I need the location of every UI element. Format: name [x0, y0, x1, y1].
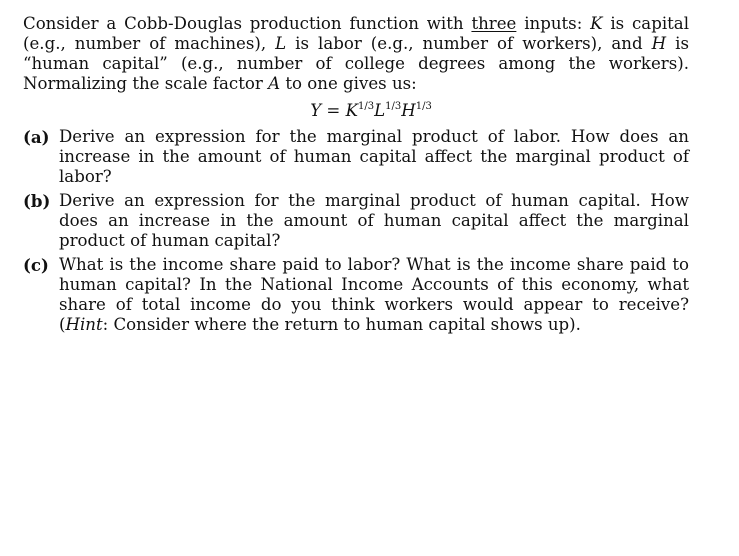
question-label: (a): [23, 127, 50, 147]
question-label: (c): [23, 255, 49, 275]
variable-l: L: [275, 34, 287, 53]
question-b: [23, 191, 689, 251]
question-text: : Consider where the return to human capital shows up).: [102, 315, 581, 334]
human-capital-exponent: 1/3: [415, 101, 432, 112]
intro-text: Consider a Cobb-Douglas production function with: [23, 14, 472, 33]
formula-capital: K: [345, 101, 359, 120]
variable-k: K: [590, 14, 603, 33]
question-text: Derive an expression for the marginal product of human capital. How does an increase in the amount of human capital affect the marginal product of human capital?: [59, 191, 689, 250]
intro-text: inputs:: [516, 14, 591, 33]
question-list: [23, 127, 689, 335]
intro-text: is capital (e.g., number of machines),: [23, 14, 689, 53]
intro-text: is labor (e.g., number of workers), and: [286, 34, 652, 53]
question-a: [23, 127, 689, 187]
formula-human-capital: H: [401, 101, 416, 120]
formula-labor: L: [374, 101, 386, 120]
intro-text: to one gives us:: [280, 74, 417, 93]
formula-equals: =: [321, 101, 346, 120]
question-text: Derive an expression for the marginal product of labor. How does an increase in the amount of human capital affect the marginal product of labor?: [59, 127, 689, 186]
underlined-word: three: [471, 14, 517, 33]
hint-label: Hint: [65, 315, 103, 334]
capital-exponent: 1/3: [358, 101, 375, 112]
question-label: (b): [23, 191, 51, 211]
intro-paragraph: [23, 14, 689, 94]
problem-text: [23, 14, 689, 339]
formula-output: Y: [310, 101, 322, 120]
intro-text: is “human capital” (e.g., number of college degrees among the workers). Normalizing the scale factor: [23, 34, 689, 93]
labor-exponent: 1/3: [385, 101, 402, 112]
question-c: [23, 255, 689, 335]
variable-a: A: [268, 74, 281, 93]
variable-h: H: [651, 34, 667, 53]
production-function-formula: [23, 101, 689, 121]
question-text: What is the income share paid to labor? What is the income share paid to human capital? In the National Income Accounts of this economy, what share of total income do you think workers would appear to receive? (: [59, 255, 689, 334]
